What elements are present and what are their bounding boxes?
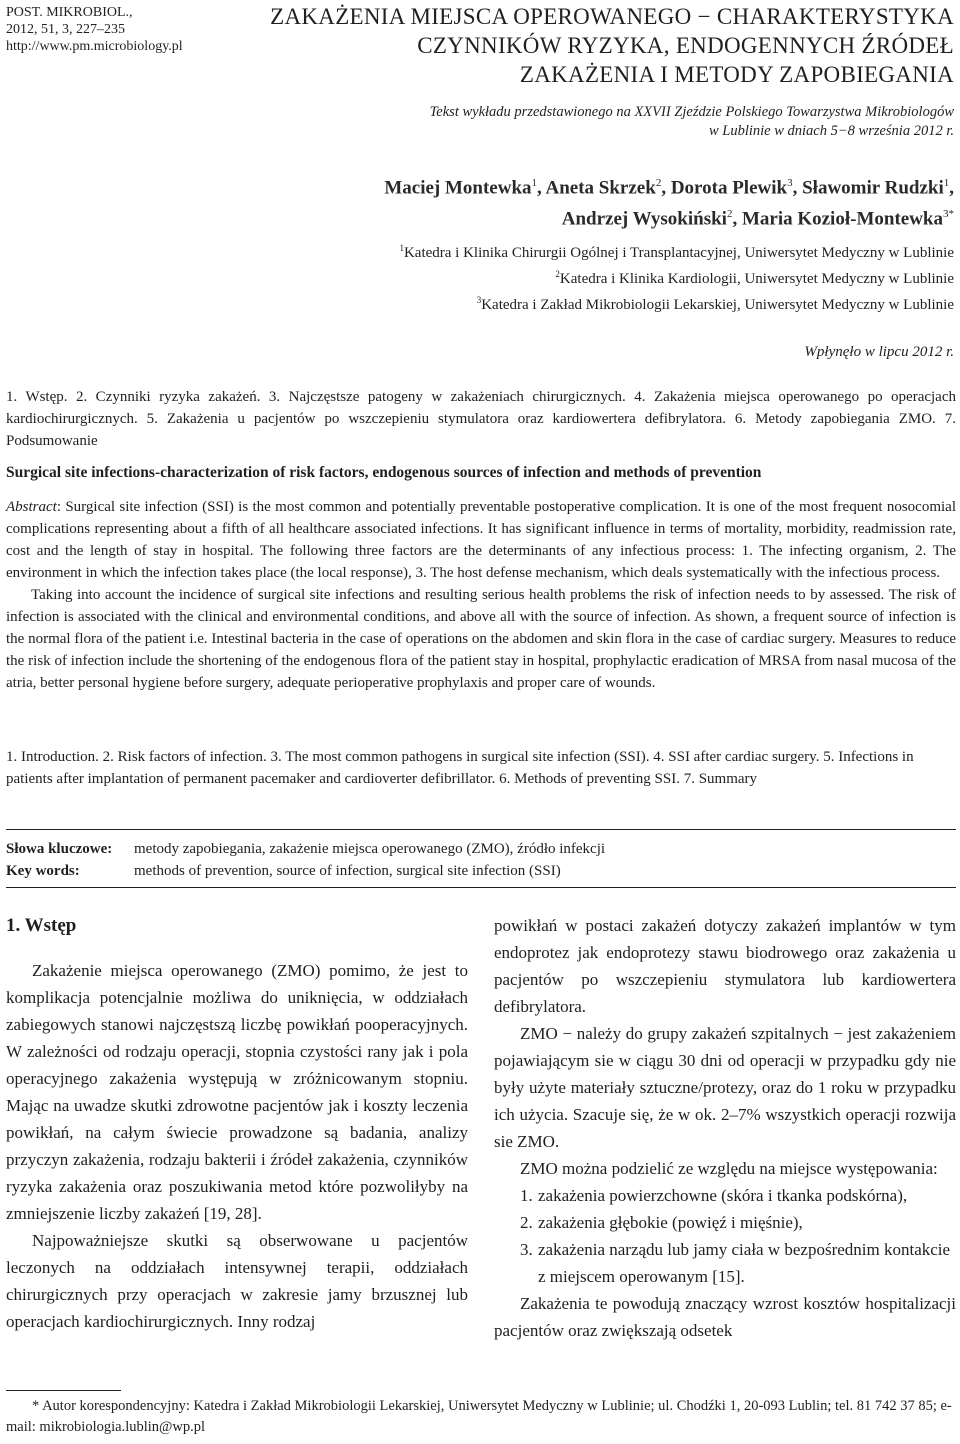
title-line-1: ZAKAŻENIA MIEJSCA OPEROWANEGO − CHARAKTERYSTYKA bbox=[270, 4, 954, 29]
author-name: Aneta Skrzek bbox=[545, 177, 656, 199]
author-name: Maciej Montewka bbox=[384, 177, 532, 199]
affiliation-text: Katedra i Klinika Kardiologii, Uniwersytet Medyczny w Lublinie bbox=[559, 271, 954, 287]
list-item bbox=[494, 1236, 956, 1290]
author-line-1: Maciej Montewka$^1$, Aneta Skrzek$^2$, Dorota Plewik$^3$, Sławomir Rudzki$^1$, bbox=[384, 177, 954, 199]
corresponding-author-footnote: * Autor korespondencyjny: Katedra i Zakład Mikrobiologii Lekarskiej, Uniwersytet Medyczny w Lublinie; ul. Chodźki 1, 20-093 Lublin; tel. 81 742 37 85; e-mail: mikrobiologia.lublin@wp.pl bbox=[6, 1398, 952, 1435]
list-item bbox=[494, 1209, 956, 1236]
title-line-3: ZAKAŻENIA I METODY ZAPOBIEGANIA bbox=[519, 62, 954, 87]
journal-name: POST. MIKROBIOL., bbox=[6, 5, 133, 20]
contents-polish: 1. Wstęp. 2. Czynniki ryzyka zakażeń. 3. Najczęstsze patogeny w zakażeniach chirurgicznych. 4. Zakażenia miejsca operowanego po operacjach kardiochirurgicznych. 5. Zakażenia u pacjentów po wszczepieniu stymulatora oraz kardiowertera defibrylatora. 6. Metody zapobiegania ZMO. 7. Podsumowanie bbox=[6, 389, 956, 449]
affiliation-mark: 1 bbox=[399, 243, 404, 253]
keywords-english-label: Key words: bbox=[6, 863, 80, 879]
keywords-english bbox=[6, 860, 956, 882]
abstract-paragraph-2: Taking into account the incidence of surgical site infections and resulting serious health problems the risk of infection needs to by assessed. The risk of infection is associated with the clinical and environmental conditions, and above all with the source of infection. As shown, a frequent source of infection is the normal flora of the patient i.e. Intestinal bacteria in the case of operations on the abdomen and skin flora in the case of cardiac surgery. Measures to reduce the risk of infection include the shortening of the endogenous flora of the patient stay in hospital, prophylactic eradication of MRSA from nasal mucosa of the atria, better personal hygiene before surgery, adequate perioperative prophylaxis and proper care of wounds. bbox=[6, 587, 956, 691]
body-column-right bbox=[494, 912, 956, 1344]
affiliation-3 bbox=[254, 290, 954, 316]
list-number: 1. bbox=[520, 1186, 533, 1205]
keywords-english-value: methods of prevention, source of infection, surgical site infection (SSI) bbox=[134, 863, 561, 879]
keywords-polish bbox=[6, 838, 956, 860]
section-heading: 1. Wstęp bbox=[6, 915, 77, 936]
body-paragraph: ZMO można podzielić ze względu na miejsce występowania: bbox=[520, 1159, 938, 1178]
affiliation-text: Katedra i Klinika Chirurgii Ogólnej i Transplantacyjnej, Uniwersytet Medyczny w Lublinie bbox=[403, 245, 954, 261]
body-paragraph: Najpoważniejsze skutki są obserwowane u pacjentów leczonych na oddziałach intensywnej terapii, oddziałach chirurgicznych przy operacjach w zakresie jamy brzusznej lub operacjach kardiochirurgicznych. Inny rodzaj bbox=[6, 1231, 468, 1331]
author-name: Dorota Plewik bbox=[670, 177, 788, 199]
lecture-note-line-2: w Lublinie w dniach 5−8 września 2012 r. bbox=[708, 123, 954, 139]
lecture-note-line-1: Tekst wykładu przedstawionego na XXVII Zjeździe Polskiego Towarzystwa Mikrobiologów bbox=[429, 104, 954, 120]
body-paragraph: Zakażenie miejsca operowanego (ZMO) pomimo, że jest to komplikacja potencjalnie możliwa do uniknięcia, w oddziałach zabiegowych stanowi najczęstszą liczbę powikłań pooperacyjnych. W zależności od rodzaju operacji, stopnia czystości rany jak i pola operacyjnego zakażenia występują w zróżnicowanym stopniu. Mając na uwadze skutki zdrowotne pacjentów jak i koszty leczenia powikłań, na całym świecie prowadzone są badania, analizy przyczyn zakażenia, rodzaju bakterii i źródeł zakażenia, czynników ryzyka zakażenia oraz poszukiwania metod które pozwoliłyby na zmniejszenie liczby zakażeń [19, 28]. bbox=[6, 961, 468, 1223]
author-name: Sławomir Rudzki bbox=[802, 177, 944, 199]
author-name: Andrzej Wysokiński bbox=[561, 208, 727, 230]
infection-site-list bbox=[494, 1182, 956, 1290]
author-affiliation-mark: 2 bbox=[655, 177, 662, 189]
footnote-rule bbox=[6, 1390, 121, 1391]
keywords-block bbox=[6, 838, 956, 882]
author-affiliation-mark: 1 bbox=[531, 177, 538, 189]
list-text: zakażenia powierzchowne (skóra i tkanka podskórna), bbox=[538, 1186, 908, 1205]
body-paragraph: Zakażenia te powodują znaczący wzrost kosztów hospitalizacji pacjentów oraz zwiększają odsetek bbox=[494, 1294, 956, 1340]
abstract-text: : Surgical site infection (SSI) is the most common and potentially preventable postoperative complication. It is one of the most frequent nosocomial complications representing about a fifth of all healthcare associated infections. It has significant influence in terms of mortality, morbidity, readmission rate, cost and the length of stay in hospital. The following three factors are the determinants of any infectious process: 1. The infecting organism, 2. The environment in which the infection takes place (the local response), 3. The host defense mechanism, which deals systematically with the infectious process. bbox=[6, 499, 956, 581]
keywords-polish-label: Słowa kluczowe: bbox=[6, 841, 113, 857]
abstract-paragraph-1 bbox=[6, 496, 956, 584]
english-title: Surgical site infections-characterization of risk factors, endogenous sources of infection and methods of prevention bbox=[6, 464, 762, 481]
title-line-2: CZYNNIKÓW RYZYKA, ENDOGENNYCH ŹRÓDEŁ bbox=[417, 33, 954, 58]
body-paragraph: powikłań w postaci zakażeń dotyczy zakażeń implantów w tym endoprotez jak endoprotezy stawu biodrowego oraz zakażenia u pacjentów po wszczepieniu stymulatora lub kardiowertera defibrylatora. bbox=[494, 916, 956, 1016]
list-text: zakażenia narządu lub jamy ciała w bezpośrednim kontakcie z miejscem operowanym [15]. bbox=[538, 1240, 951, 1286]
author-affiliation-mark: 3 bbox=[787, 177, 793, 189]
affiliation-list bbox=[254, 238, 954, 316]
abstract-label: Abstract bbox=[6, 499, 57, 515]
contents-english: 1. Introduction. 2. Risk factors of infection. 3. The most common pathogens in surgical site infection (SSI). 4. SSI after cardiac surgery. 5. Infections in patients after implantation of permanent pacemaker and cardioverter defibrillator. 6. Methods of preventing SSI. 7. Summary bbox=[6, 749, 914, 787]
lecture-note bbox=[314, 103, 954, 141]
journal-issue: 2012, 51, 3, 227–235 bbox=[6, 22, 125, 37]
keywords-bottom-rule bbox=[6, 887, 956, 888]
affiliation-1 bbox=[254, 238, 954, 264]
author-list bbox=[254, 170, 954, 233]
author-affiliation-mark: 2 bbox=[726, 208, 733, 221]
body-paragraph: ZMO − należy do grupy zakażeń szpitalnych − jest zakażeniem pojawiającym sie w ciągu 30 dni od operacji w przypadku gdy nie były użyte materiały sztuczne/protezy, oraz do 1 roku w przypadku ich użycia. Szacuje się, że w ok. 2–7% wszystkich operacji rozwija sie ZMO. bbox=[494, 1024, 956, 1151]
author-line-2: Andrzej Wysokiński$^2$, Maria Kozioł-Montewka$^{3*}$ bbox=[561, 208, 954, 230]
author-affiliation-mark: 3* bbox=[943, 208, 954, 221]
keywords-top-rule bbox=[6, 829, 956, 830]
received-date: Wpłynęło w lipcu 2012 r. bbox=[804, 344, 954, 360]
author-name: Maria Kozioł-Montewka bbox=[741, 208, 943, 230]
journal-reference bbox=[6, 4, 183, 55]
abstract bbox=[6, 496, 956, 694]
keywords-polish-value: metody zapobiegania, zakażenie miejsca operowanego (ZMO), źródło infekcji bbox=[134, 841, 606, 857]
list-number: 3. bbox=[520, 1240, 533, 1259]
body-column-left bbox=[6, 912, 468, 1335]
list-number: 2. bbox=[520, 1213, 533, 1232]
journal-url[interactable]: http://www.pm.microbiology.pl bbox=[6, 39, 183, 54]
list-item bbox=[494, 1182, 956, 1209]
affiliation-mark: 2 bbox=[555, 269, 560, 279]
affiliation-2 bbox=[254, 264, 954, 290]
affiliation-mark: 3 bbox=[476, 295, 482, 305]
author-affiliation-mark: 1 bbox=[943, 177, 950, 189]
list-text: zakażenia głębokie (powięź i mięśnie), bbox=[538, 1213, 803, 1232]
affiliation-text: Katedra i Zakład Mikrobiologii Lekarskiej, Uniwersytet Medyczny w Lublinie bbox=[481, 297, 954, 313]
article-title bbox=[194, 2, 954, 89]
